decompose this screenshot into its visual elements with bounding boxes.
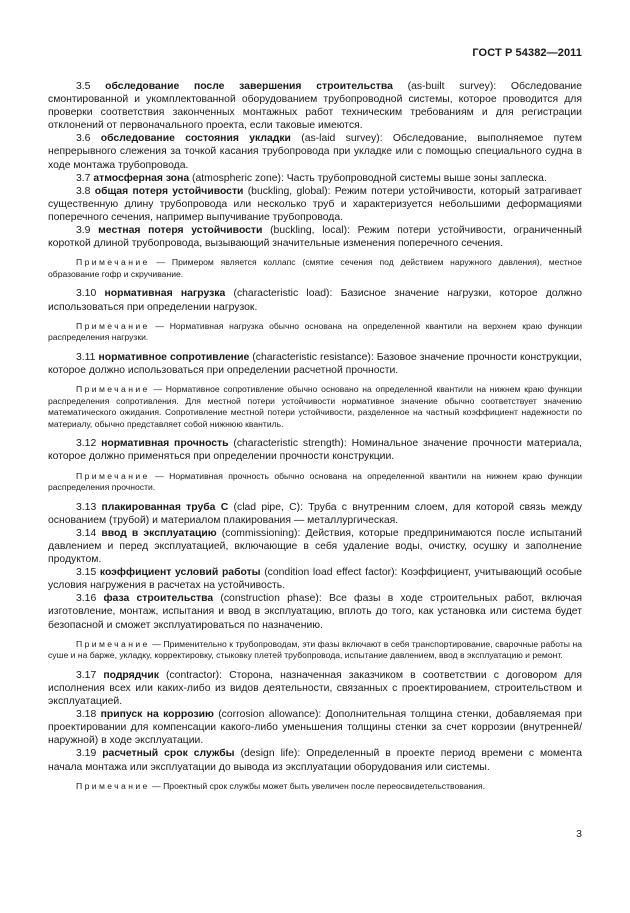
note: [48, 257, 582, 280]
term-text: (characteristic resistance): Базовое значение прочности конструкции, которое должно использоваться при определении расчетной прочности.: [48, 351, 582, 376]
term-name: нормативная прочность: [101, 438, 229, 450]
note: [48, 471, 582, 494]
term-number: 3.19: [76, 748, 97, 760]
term-definition: [48, 351, 582, 377]
note-label: Примечание: [76, 383, 150, 394]
note-text: — Нормативная прочность обычно основана на определенной квантили на нижнем краю функции распределения прочности.: [48, 470, 582, 493]
term-definition: [48, 172, 582, 185]
term-name: плакированная труба С: [101, 501, 229, 513]
note-text: — Проектный срок службы может быть увеличен после переосвидетельствования.: [149, 780, 486, 791]
document-header: ГОСТ Р 54382—2011: [472, 47, 582, 59]
term-text: (corrosion allowance): Дополнительная толщина стенки, добавляемая при проектировании для компенсации какого-либо уменьшения толщины стенки за счет коррозии (внутренней/наружной) в ходе эксплуатации.: [48, 709, 583, 747]
term-name: атмосферная зона: [93, 172, 190, 184]
term-name: фаза строительства: [103, 593, 214, 605]
term-definition: [48, 669, 582, 708]
term-number: 3.16: [76, 593, 97, 605]
note-label: Примечание: [76, 257, 150, 268]
term-text: (buckling, global): Режим потери устойчивости, который затрагивает существенную длину трубопровода или несколько труб и характеризуется небольшими деформациями поперечного сечения, например выпучивание трубопровода.: [48, 185, 582, 223]
document-body: [48, 80, 582, 799]
term-number: 3.8: [76, 185, 91, 197]
term-number: 3.14: [76, 527, 97, 539]
term-number: 3.5: [76, 81, 91, 92]
term-name: коэффициент условий работы: [99, 567, 261, 579]
term-definition: [48, 592, 582, 631]
term-definition: [48, 747, 582, 773]
term-definition: [48, 501, 582, 527]
term-number: 3.7: [76, 172, 91, 184]
term-text: (as-laid survey): Обследование, выполняемое путем непрерывного слежения за точкой касания трубопровода при укладке или с помощью специального судна в ходе монтажа трубопровода.: [48, 133, 583, 171]
term-name: припуск на коррозию: [100, 709, 214, 721]
note-text: — Нормативное сопротивление обычно основано на определенной квантили на нижнем краю функции распределения сопротивления. Для местной потери устойчивости нормативное значение обычно соответствует значению математического ожидания. Сопротивление местной потери устойчивости, разделенное на частный коэффициент надежности по материалу, обычно представляет собой нижнюю квантиль.: [48, 383, 582, 429]
term-text: (characteristic load): Базисное значение нагрузки, которое должно использоваться при определении нагрузок.: [48, 288, 582, 313]
term-text: (atmospheric zone): Часть трубопроводной системы выше зоны заплеска.: [189, 172, 547, 184]
term-definition: [48, 80, 582, 132]
term-number: 3.10: [76, 288, 97, 300]
note: [48, 321, 582, 344]
term-definition: [48, 527, 582, 566]
note-label: Примечание: [76, 638, 150, 649]
note: [48, 639, 582, 662]
term-text: (characteristic strength): Номинальное значение прочности материала, которое должно применяться при определении прочности конструкции.: [48, 438, 583, 463]
term-number: 3.18: [76, 709, 97, 721]
term-name: подрядчик: [103, 669, 159, 681]
term-number: 3.11: [76, 351, 96, 363]
term-text: (as-built survey): Обследование смонтированной и укомплектованной оборудованием трубопроводной системы, которое проводится для проверки соответствия законченных монтажных работ техническим требованиям и для регистрации отклонений от первоначального проекта, если таковые имеются.: [48, 81, 582, 132]
term-number: 3.15: [76, 567, 97, 579]
term-number: 3.6: [76, 133, 91, 145]
term-definition: [48, 437, 582, 463]
term-name: обследование состояния укладки: [100, 133, 291, 145]
term-definition: [48, 224, 582, 250]
term-name: ввод в эксплуатацию: [101, 527, 217, 539]
note-text: — Примером является коллапс (смятие сечения под действием наружного давления), местное образование гофр и скручивание.: [48, 257, 582, 279]
note-text: — Применительно к трубопроводам, эти фазы включают в себя транспортирование, сварочные работы на суше и на барже, укладку, корректировку, стыковку плетей трубопровода, испытание давлением, ввод в эксплуатацию и ремонт.: [48, 638, 582, 661]
term-name: нормативное сопротивление: [98, 351, 250, 363]
term-text: (commissioning): Действия, которые предпринимаются после испытаний давлением и перед эксплуатацией, включающие в себя удаление воды, очистку, осушку и заполнение продуктом.: [48, 527, 582, 566]
term-name: обследование после завершения строительства: [105, 81, 393, 92]
term-number: 3.9: [76, 225, 91, 237]
term-name: расчетный срок службы: [102, 748, 235, 760]
note-label: Примечание: [76, 320, 150, 331]
term-definition: [48, 132, 582, 171]
term-definition: [48, 566, 582, 592]
note-label: Примечание: [76, 470, 150, 481]
term-number: 3.17: [76, 669, 97, 681]
term-text: (buckling, local): Режим потери устойчивости, ограниченный короткой длиной трубопровода, вызывающий значительные изменения поперечного сечения.: [48, 225, 582, 250]
term-text: (contractor): Сторона, назначенная заказчиком в соответствии с договором для исполнения всех или каких-либо из видов деятельности, связанных с проектированием, строительством и эксплуатацией.: [48, 669, 582, 708]
term-definition: [48, 287, 582, 313]
note: [48, 781, 582, 793]
term-name: местная потеря устойчивости: [98, 225, 263, 237]
term-text: (clad pipe, C): Труба с внутренним слоем, для которой связь между основанием (трубой) и материалом плакирования — металлургическая.: [48, 501, 583, 526]
term-name: нормативная нагрузка: [104, 288, 226, 300]
page-number: 3: [576, 828, 582, 840]
term-name: общая потеря устойчивости: [94, 185, 244, 197]
term-text: (construction phase): Все фазы в ходе строительных работ, включая изготовление, монтаж, испытания и ввод в эксплуатацию, вплоть до того, как установка или система будет безопасной и сможет эксплуатироваться по назначению.: [48, 593, 582, 631]
term-definition: [48, 708, 582, 747]
note-text: — Нормативная нагрузка обычно основана на определенной квантили на верхнем краю функции распределения нагрузки.: [48, 320, 582, 343]
note: [48, 384, 582, 430]
term-text: (condition load effect factor): Коэффициент, учитывающий особые условия нагружения в расчетах на устойчивость.: [48, 567, 582, 592]
term-number: 3.12: [76, 438, 97, 450]
term-text: (design life): Определенный в проекте период времени с момента начала монтажа или эксплуатации до вывода из эксплуатации оборудования или системы.: [48, 748, 582, 773]
term-number: 3.13: [76, 501, 97, 513]
term-definition: [48, 185, 582, 224]
note-label: Примечание: [76, 780, 150, 791]
